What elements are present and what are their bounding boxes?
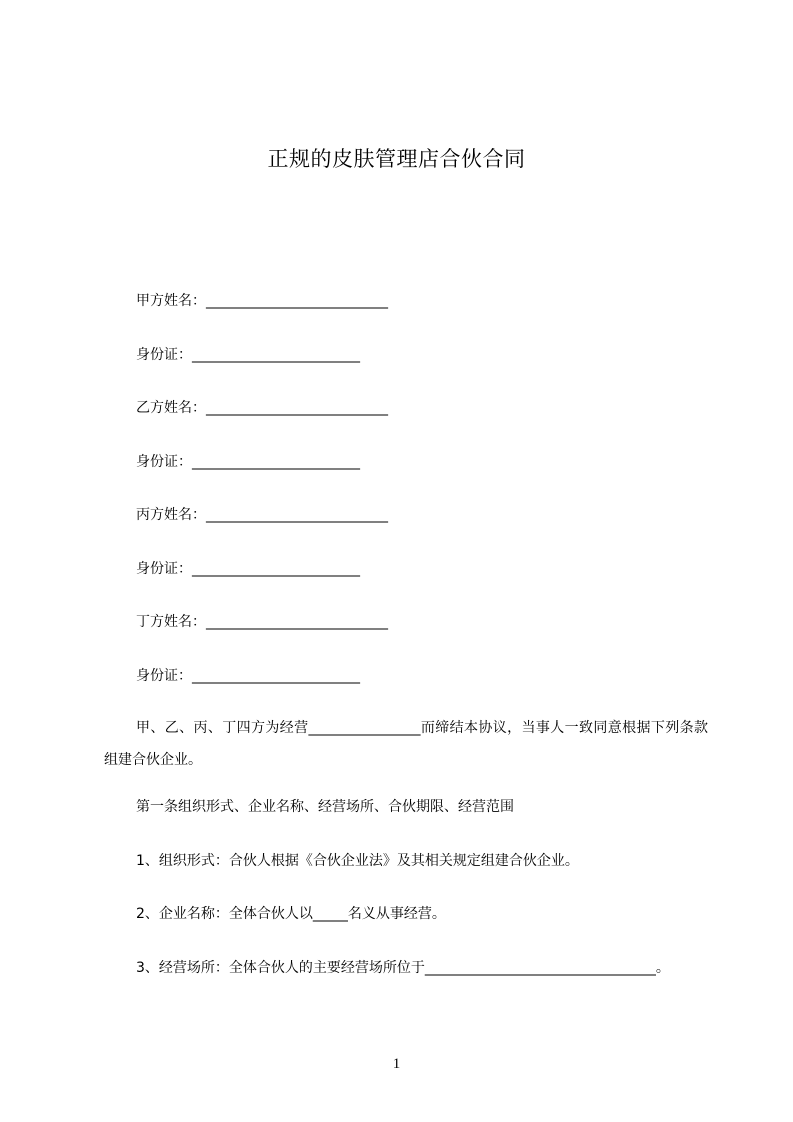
party-d-id-field (136, 667, 360, 685)
field-label: 甲方姓名： (136, 293, 206, 309)
field-blank: ________________________ (192, 561, 360, 577)
clause-2: 2、企业名称：全体合伙人以_____名义从事经营。 (136, 906, 446, 922)
party-c-id-field (136, 560, 360, 578)
document-title: 正规的皮肤管理店合伙合同 (267, 147, 526, 171)
party-a-name-field (136, 292, 388, 310)
page-number: 1 (392, 1056, 401, 1072)
field-blank: __________________________ (206, 400, 388, 416)
field-label: 身份证： (136, 561, 192, 577)
field-label: 身份证： (136, 347, 192, 363)
party-c-name-field (136, 506, 388, 524)
field-label: 身份证： (136, 668, 192, 684)
intro-paragraph: 甲、乙、丙、丁四方为经营________________而缔结本协议，当事人一致同意根据下列条款组建合伙企业。 (104, 720, 708, 768)
clause-1: 1、组织形式：合伙人根据《合伙企业法》及其相关规定组建合伙企业。 (136, 853, 579, 869)
field-blank: __________________________ (206, 293, 388, 309)
party-a-id-field (136, 346, 360, 364)
clause-3: 3、经营场所：全体合伙人的主要经营场所位于_________________________________。 (136, 960, 670, 976)
field-blank: __________________________ (206, 507, 388, 523)
article-1-heading: 第一条组织形式、企业名称、经营场所、合伙期限、经营范围 (136, 799, 514, 815)
field-label: 乙方姓名： (136, 400, 206, 416)
field-blank: ________________________ (192, 668, 360, 684)
field-blank: ________________________ (192, 454, 360, 470)
field-blank: __________________________ (206, 614, 388, 630)
party-b-name-field (136, 399, 388, 417)
party-b-id-field (136, 453, 360, 471)
field-label: 丙方姓名： (136, 507, 206, 523)
field-label: 丁方姓名： (136, 614, 206, 630)
party-d-name-field (136, 613, 388, 631)
field-label: 身份证： (136, 454, 192, 470)
field-blank: ________________________ (192, 347, 360, 363)
